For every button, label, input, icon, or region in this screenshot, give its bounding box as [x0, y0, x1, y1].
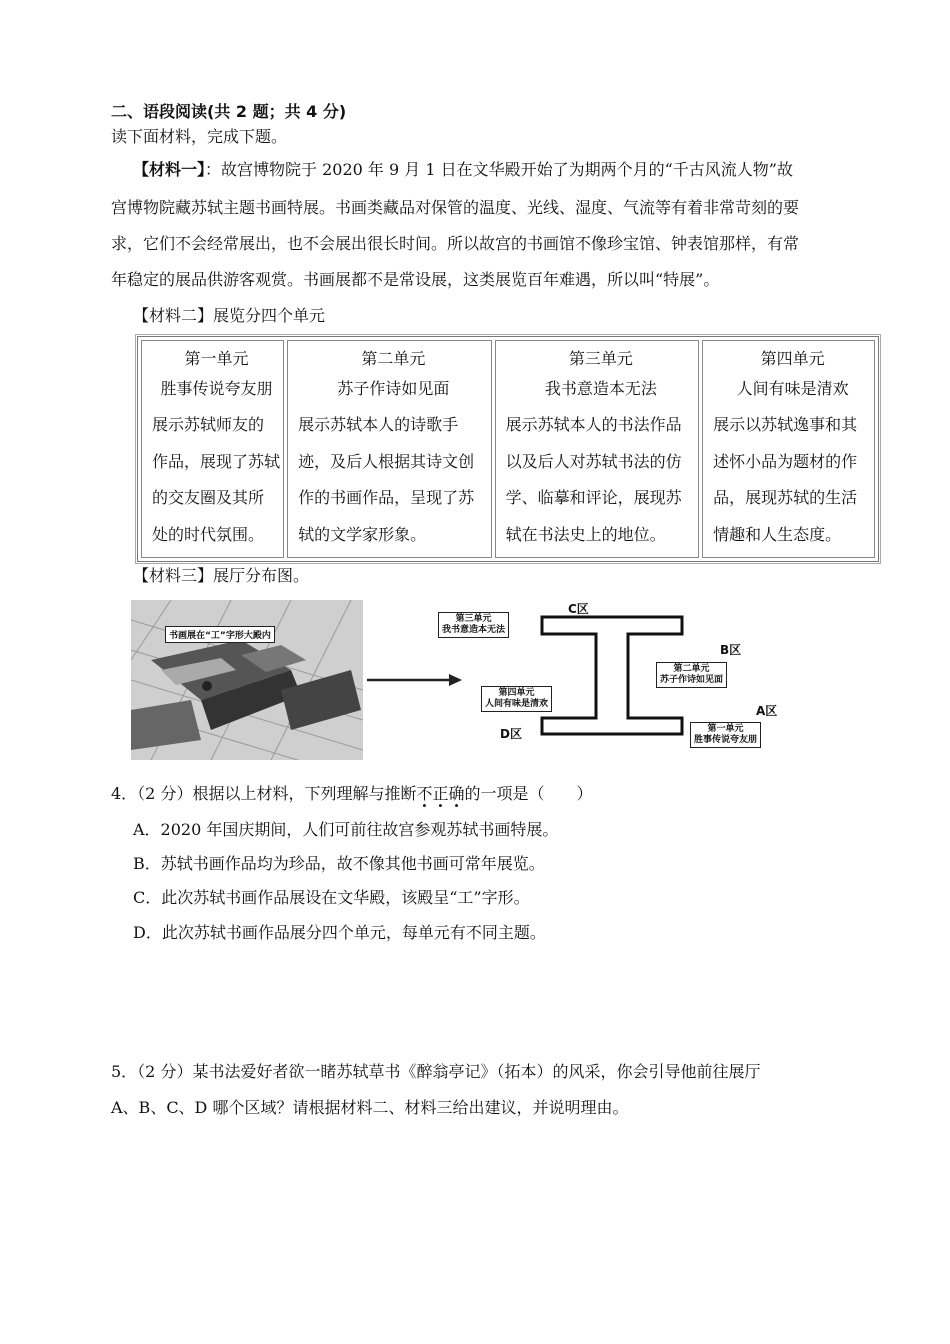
photo-caption: 书画展在“工”字形大殿内 — [165, 626, 275, 643]
unit-title: 第四单元 — [760, 349, 825, 368]
aerial-photo — [131, 600, 363, 760]
unit-title: 第二单元 — [361, 349, 426, 368]
unit-cell-1: 第一单元 胜事传说夸友朋 展示苏轼师友的 作品，展现了苏轼 的交友圈及其所 处的时代氛围。 — [141, 340, 284, 558]
q4-stem: 4．（2 分）根据以上材料，下列理解与推断不正确的一项是（ ） — [111, 784, 593, 803]
material2-label: 【材料二】展览分四个单元 — [133, 306, 326, 325]
q5-line1: 5．（2 分）某书法爱好者欲一睹苏轼草书《醉翁亭记》（拓本）的风采，你会引导他前往展厅 — [111, 1062, 761, 1081]
material1-label: 【材料一】 — [133, 160, 206, 179]
emphasis-char: 不 — [416, 784, 433, 803]
unit-name: 我书意造本无法 — [544, 379, 657, 398]
map-unit4: 第四单元 人间有味是清欢 — [481, 686, 552, 712]
unit-name: 胜事传说夸友朋 — [160, 379, 273, 398]
units-table — [137, 336, 879, 562]
unit-cell-3: 第三单元 我书意造本无法 展示苏轼本人的书法作品 以及后人对苏轼书法的仿 学、临摹和评论，展现苏 轼在书法史上的地位。 — [495, 340, 700, 558]
unit-title: 第三单元 — [568, 349, 633, 368]
zone-a: A区 — [756, 704, 778, 718]
q4-option-d[interactable]: D．此次苏轼书画作品展分四个单元，每单元有不同主题。 — [133, 923, 546, 942]
material3-label: 【材料三】展厅分布图。 — [133, 566, 310, 585]
section-heading: 二、语段阅读(共 2 题；共 4 分) — [111, 102, 347, 121]
zone-d: D区 — [500, 727, 522, 741]
unit-name: 苏子作诗如见面 — [337, 379, 450, 398]
zone-b: B区 — [720, 643, 742, 657]
material1-line2: 宫博物院藏苏轼主题书画特展。书画类藏品对保管的温度、光线、湿度、气流等有着非常苛刻的要 — [111, 198, 800, 217]
map-unit2: 第二单元 苏子作诗如见面 — [656, 662, 727, 688]
map-unit3: 第三单元 我书意造本无法 — [438, 612, 509, 638]
material1-line1: 【材料一】：故宫博物院于 2020 年 9 月 1 日在文华殿开始了为期两个月的“千古风流人物”故 — [133, 160, 793, 179]
map-unit1: 第一单元 胜事传说夸友朋 — [690, 722, 761, 748]
q4-option-a[interactable]: A．2020 年国庆期间，人们可前往故宫参观苏轼书画特展。 — [133, 820, 559, 839]
zone-c: C区 — [568, 602, 589, 616]
q4-option-c[interactable]: C．此次苏轼书画作品展设在文华殿，该殿呈“工”字形。 — [133, 888, 530, 907]
emphasis-char: 正 — [432, 784, 449, 803]
unit-title: 第一单元 — [184, 349, 249, 368]
unit-name: 人间有味是清欢 — [736, 379, 849, 398]
emphasis-char: 确 — [448, 784, 465, 803]
instruction: 读下面材料，完成下题。 — [111, 127, 288, 146]
q4-option-b[interactable]: B．苏轼书画作品均为珍品，故不像其他书画可常年展览。 — [133, 854, 545, 873]
aerial-photo-drawing — [131, 600, 363, 760]
material1-line4: 年稳定的展品供游客观赏。书画展都不是常设展，这类展览百年难遇，所以叫“特展”。 — [111, 270, 720, 289]
material1-line3: 求，它们不会经常展出，也不会展出很长时间。所以故宫的书画馆不像珍宝馆、钟表馆那样，有常 — [111, 234, 800, 253]
unit-cell-2: 第二单元 苏子作诗如见面 展示苏轼本人的诗歌手 迹，及后人根据其诗文创 作的书画作品，呈现了苏 轼的文学家形象。 — [287, 340, 492, 558]
unit-cell-4: 第四单元 人间有味是清欢 展示以苏轼逸事和其 述怀小品为题材的作 品，展现苏轼的生活 情趣和人生态度。 — [702, 340, 875, 558]
q5-line2: A、B、C、D 哪个区域？请根据材料二、材料三给出建议，并说明理由。 — [111, 1098, 629, 1117]
